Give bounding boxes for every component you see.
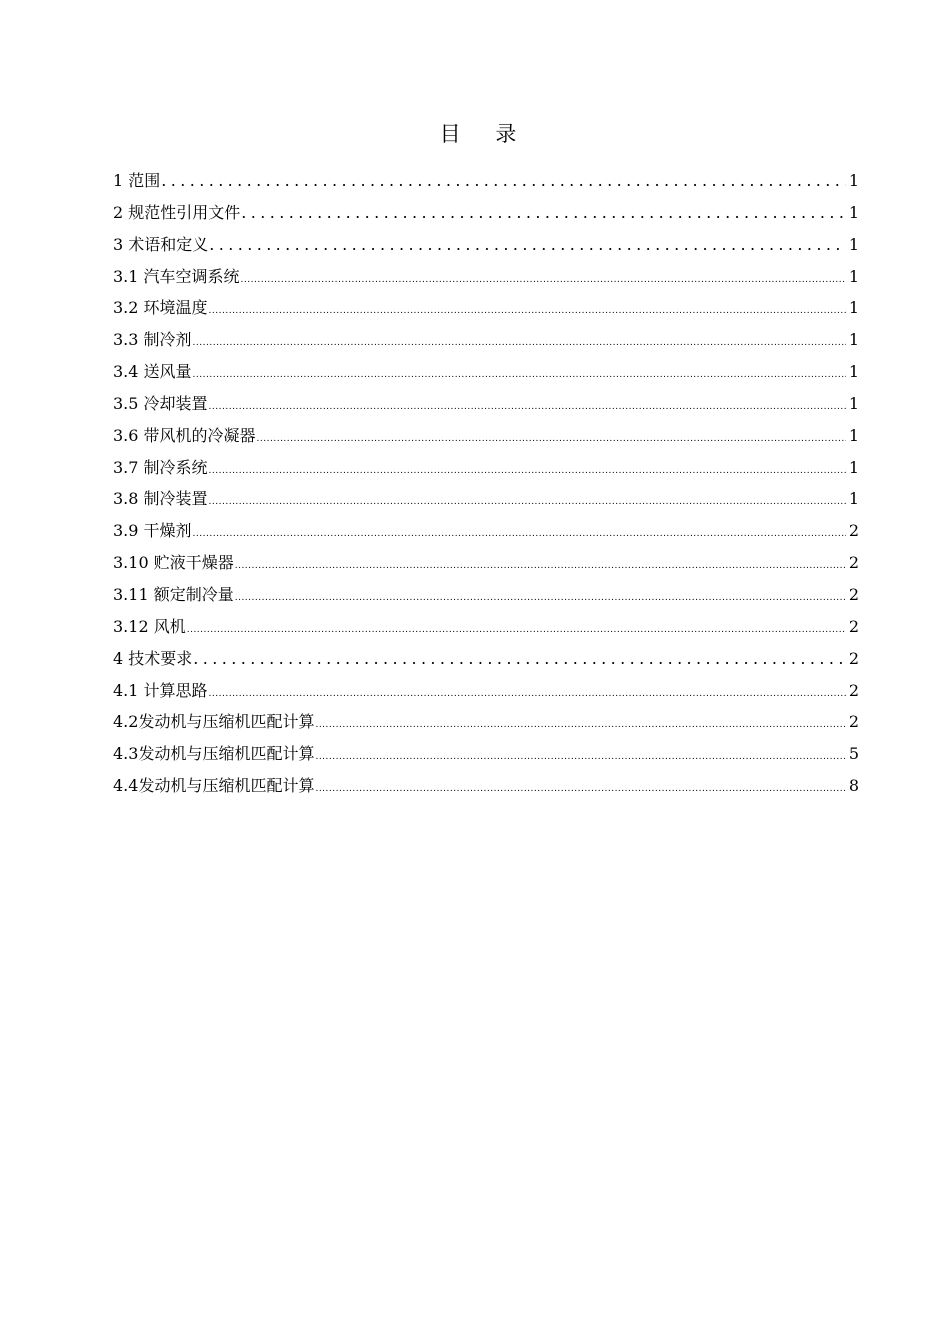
toc-leader-dots	[209, 229, 846, 261]
toc-leader-dots	[315, 742, 845, 774]
toc-entry-page: 1	[848, 330, 859, 350]
toc-entry-label: 4.2发动机与压缩机匹配计算	[113, 712, 315, 732]
toc-entry[interactable]	[113, 515, 859, 547]
toc-entry-page: 2	[848, 553, 859, 573]
toc-entry-page: 5	[848, 744, 859, 764]
toc-entry[interactable]	[113, 388, 859, 420]
toc-leader-dots	[193, 328, 846, 360]
toc-entry[interactable]	[113, 547, 859, 579]
toc-list	[113, 165, 859, 802]
toc-entry-page: 2	[848, 521, 859, 541]
toc-leader-dots	[315, 710, 845, 742]
toc-entry-label: 3.2 环境温度	[113, 298, 208, 318]
toc-entry-label: 3.7 制冷系统	[113, 457, 208, 477]
toc-entry-page: 1	[848, 425, 859, 445]
toc-leader-dots	[193, 519, 846, 551]
toc-entry-page: 1	[848, 457, 859, 477]
toc-entry[interactable]	[113, 483, 859, 515]
toc-leader-dots	[209, 487, 846, 519]
toc-leader-dots	[315, 774, 845, 806]
toc-entry-label: 3.9 干燥剂	[113, 521, 192, 541]
toc-entry[interactable]	[113, 356, 859, 388]
toc-leader-dots	[241, 265, 846, 297]
toc-leader-dots	[161, 165, 846, 197]
toc-leader-dots	[235, 551, 846, 583]
toc-entry[interactable]	[113, 261, 859, 293]
toc-entry-label: 4.3发动机与压缩机匹配计算	[113, 744, 315, 764]
toc-entry[interactable]	[113, 292, 859, 324]
toc-entry-label: 3 术语和定义	[113, 234, 209, 254]
toc-entry[interactable]	[113, 229, 859, 261]
toc-entry-page: 1	[848, 266, 859, 286]
toc-leader-dots	[257, 424, 846, 456]
toc-leader-dots	[209, 296, 846, 328]
toc-entry[interactable]	[113, 643, 859, 675]
toc-entry-page: 1	[848, 298, 859, 318]
toc-entry[interactable]	[113, 324, 859, 356]
toc-leader-dots	[193, 360, 846, 392]
toc-entry[interactable]	[113, 197, 859, 229]
toc-leader-dots	[209, 392, 846, 424]
toc-title: 目 录	[439, 122, 531, 146]
toc-entry[interactable]	[113, 165, 859, 197]
toc-entry-label: 4 技术要求	[113, 648, 193, 668]
toc-leader-dots	[241, 197, 846, 229]
toc-entry-label: 4.1 计算思路	[113, 680, 208, 700]
toc-entry-page: 8	[848, 776, 859, 796]
toc-entry-page: 2	[848, 680, 859, 700]
toc-leader-dots	[235, 583, 846, 615]
toc-entry-page: 1	[848, 489, 859, 509]
toc-entry-page: 2	[848, 584, 859, 604]
toc-entry-label: 3.3 制冷剂	[113, 330, 192, 350]
toc-entry-label: 3.4 送风量	[113, 362, 192, 382]
toc-entry-page: 2	[848, 616, 859, 636]
toc-entry-page: 2	[848, 712, 859, 732]
toc-entry-page: 1	[848, 171, 859, 190]
toc-entry-label: 3.6 带风机的冷凝器	[113, 425, 256, 445]
toc-leader-dots	[209, 456, 846, 488]
toc-entry-label: 4.4发动机与压缩机匹配计算	[113, 776, 315, 796]
toc-entry[interactable]	[113, 420, 859, 452]
toc-entry-label: 3.8 制冷装置	[113, 489, 208, 509]
toc-entry-label: 3.10 贮液干燥器	[113, 553, 234, 573]
toc-entry[interactable]	[113, 738, 859, 770]
toc-entry-label: 1 范围	[113, 171, 161, 190]
toc-entry[interactable]	[113, 675, 859, 707]
toc-entry[interactable]	[113, 770, 859, 802]
toc-entry-label: 3.5 冷却装置	[113, 393, 208, 413]
toc-entry[interactable]	[113, 706, 859, 738]
toc-entry-page: 1	[848, 202, 859, 222]
toc-entry-label: 3.12 风机	[113, 616, 186, 636]
toc-entry[interactable]	[113, 579, 859, 611]
toc-entry[interactable]	[113, 452, 859, 484]
toc-entry-label: 3.11 额定制冷量	[113, 584, 234, 604]
toc-entry-label: 2 规范性引用文件	[113, 202, 241, 222]
toc-leader-dots	[193, 643, 846, 675]
toc-entry-page: 2	[848, 648, 859, 668]
toc-entry-label: 3.1 汽车空调系统	[113, 266, 240, 286]
toc-entry[interactable]	[113, 611, 859, 643]
toc-entry-page: 1	[848, 362, 859, 382]
toc-entry-page: 1	[848, 234, 859, 254]
toc-entry-page: 1	[848, 393, 859, 413]
